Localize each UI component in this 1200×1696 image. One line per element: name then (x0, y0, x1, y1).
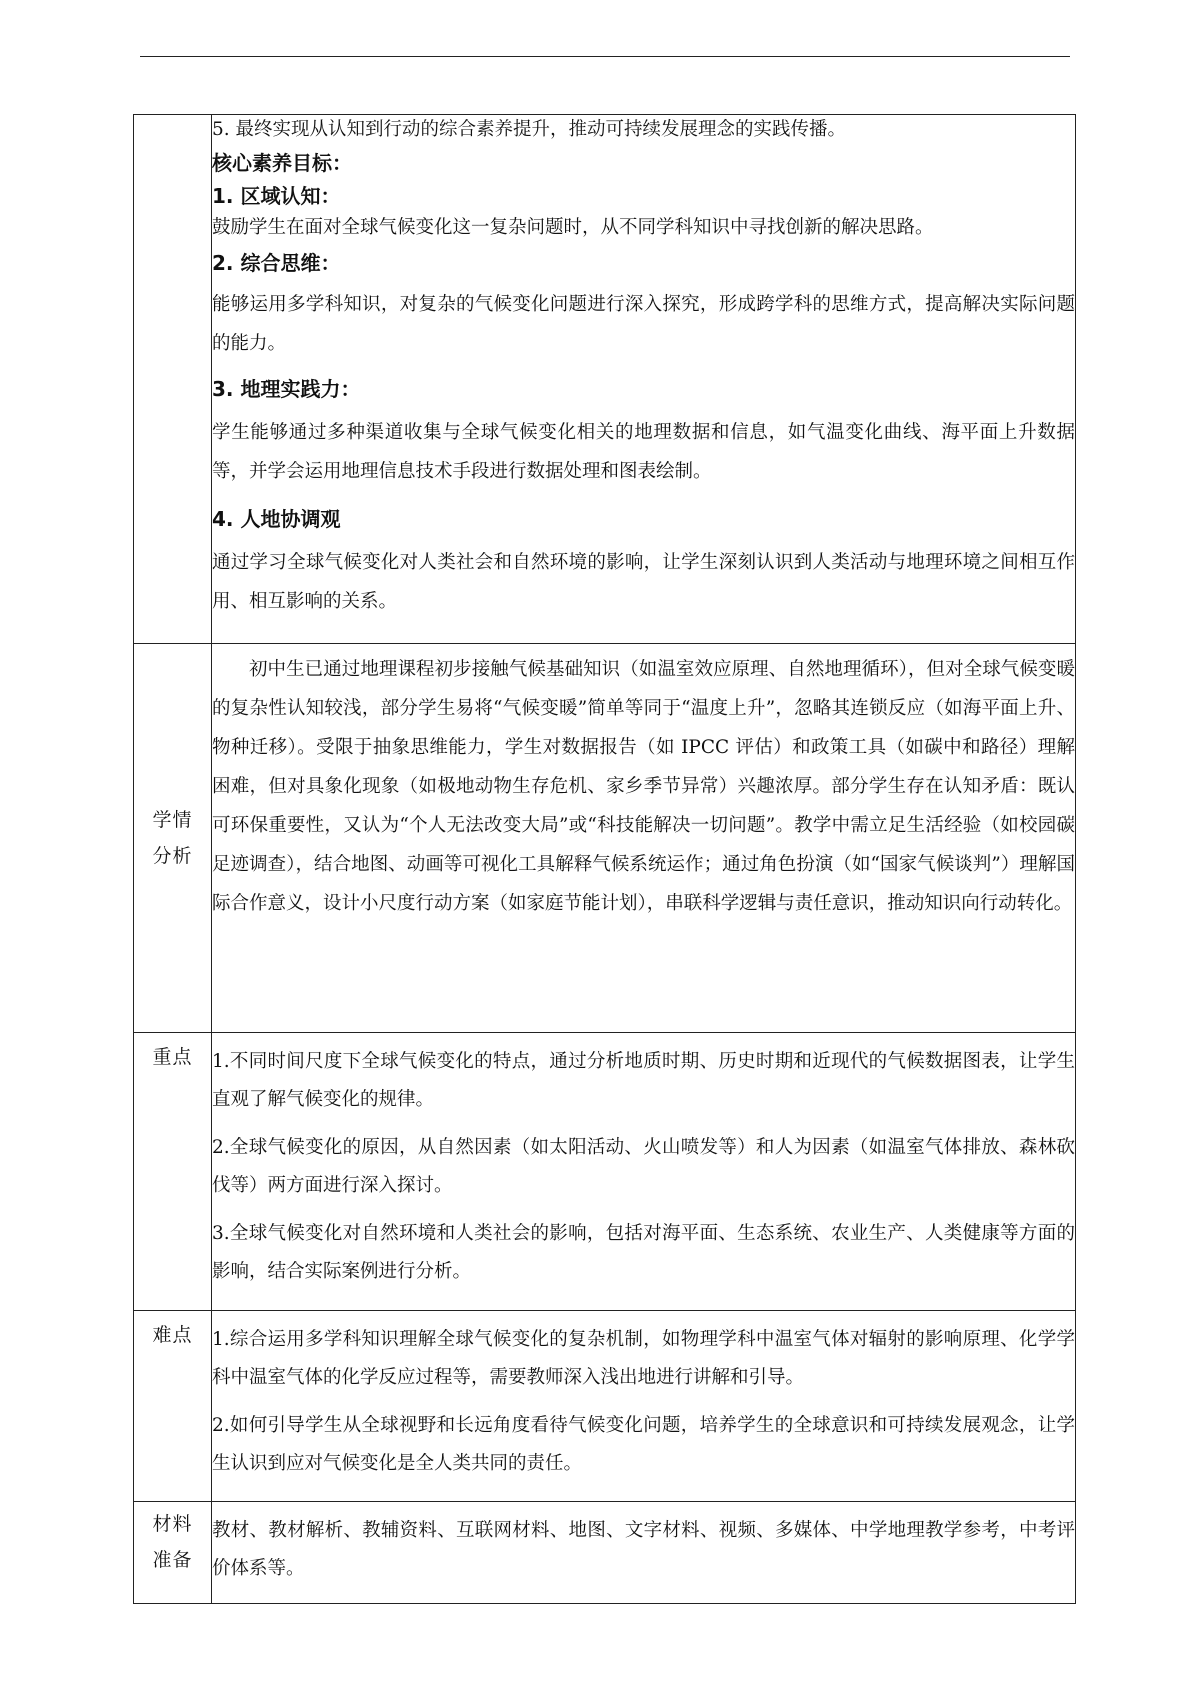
key-points-label: 重点 (152, 1046, 193, 1068)
analysis-content-cell (212, 644, 1076, 1033)
materials-label-line2: 准备 (152, 1549, 193, 1571)
analysis-row (134, 644, 1076, 1033)
goal-heading-geo-practice: 3. 地理实践力： (212, 377, 361, 401)
goals-label-cell (134, 115, 212, 644)
goal-line-5: 5. 最终实现从认知到行动的综合素养提升，推动可持续发展理念的实践传播。 (212, 119, 847, 140)
analysis-text: 初中生已通过地理课程初步接触气候基础知识（如温室效应原理、自然地理循环），但对全球气候变暖的复杂性认知较浅，部分学生易将“气候变暖”简单等同于“温度上升”，忽略其连锁反应（如海平面上升、物种迁移）。受限于抽象思维能力，学生对数据报告（如 IPCC 评估）和政策工具（如碳中和路径）理解困难，但对具象化现象（如极地动物生存危机、家乡季节异常）兴趣浓厚。部分学生存在认知矛盾：既认可环保重要性，又认为“个人无法改变大局”或“科技能解决一切问题”。教学中需立足生活经验（如校园碳足迹调查），结合地图、动画等可视化工具解释气候系统运作；通过角色扮演（如“国家气候谈判”）理解国际合作意义，设计小尺度行动方案（如家庭节能计划），串联科学逻辑与责任意识，推动知识向行动转化。 (212, 659, 1075, 914)
difficulties-content-cell (212, 1311, 1076, 1502)
goal-heading-human-earth: 4. 人地协调观 (212, 507, 341, 531)
difficulties-label-cell (134, 1311, 212, 1502)
materials-row (134, 1502, 1076, 1604)
goals-content-cell (212, 115, 1076, 644)
difficulties-row (134, 1311, 1076, 1502)
lesson-plan-table (133, 114, 1076, 1604)
goal-heading-integrated-thinking: 2. 综合思维： (212, 251, 341, 275)
key-point-3: 3.全球气候变化对自然环境和人类社会的影响，包括对海平面、生态系统、农业生产、人类健康等方面的影响，结合实际案例进行分析。 (212, 1223, 1075, 1282)
header-rule (140, 56, 1070, 57)
key-points-label-cell (134, 1033, 212, 1311)
key-point-1: 1.不同时间尺度下全球气候变化的特点，通过分析地质时期、历史时期和近现代的气候数据图表，让学生直观了解气候变化的规律。 (212, 1051, 1075, 1110)
materials-label-cell (134, 1502, 212, 1604)
difficulty-1: 1.综合运用多学科知识理解全球气候变化的复杂机制，如物理学科中温室气体对辐射的影响原理、化学学科中温室气体的化学反应过程等，需要教师深入浅出地进行讲解和引导。 (212, 1329, 1075, 1388)
goals-row (134, 115, 1076, 644)
materials-text: 教材、教材解析、教辅资料、互联网材料、地图、文字材料、视频、多媒体、中学地理教学参考，中考评价体系等。 (212, 1520, 1075, 1579)
goal-text-human-earth: 通过学习全球气候变化对人类社会和自然环境的影响，让学生深刻认识到人类活动与地理环境之间相互作用、相互影响的关系。 (212, 552, 1075, 612)
goal-text-integrated-thinking: 能够运用多学科知识，对复杂的气候变化问题进行深入探究，形成跨学科的思维方式，提高解决实际问题的能力。 (212, 294, 1075, 354)
materials-content-cell (212, 1502, 1076, 1604)
key-points-content-cell (212, 1033, 1076, 1311)
key-point-2: 2.全球气候变化的原因，从自然因素（如太阳活动、火山喷发等）和人为因素（如温室气体排放、森林砍伐等）两方面进行深入探讨。 (212, 1137, 1075, 1196)
goal-heading-regional-cognition: 1. 区域认知： (212, 184, 341, 208)
difficulties-label: 难点 (152, 1324, 193, 1346)
difficulty-2: 2.如何引导学生从全球视野和长远角度看待气候变化问题，培养学生的全球意识和可持续发展观念，让学生认识到应对气候变化是全人类共同的责任。 (212, 1415, 1075, 1474)
materials-label-line1: 材料 (152, 1513, 193, 1535)
goal-text-regional-cognition: 鼓励学生在面对全球气候变化这一复杂问题时，从不同学科知识中寻找创新的解决思路。 (212, 217, 934, 238)
analysis-label-line2: 分析 (152, 845, 193, 867)
core-literacy-heading: 核心素养目标： (212, 151, 352, 175)
analysis-label-line1: 学情 (152, 809, 193, 831)
key-points-row (134, 1033, 1076, 1311)
goal-text-geo-practice: 学生能够通过多种渠道收集与全球气候变化相关的地理数据和信息，如气温变化曲线、海平面上升数据等，并学会运用地理信息技术手段进行数据处理和图表绘制。 (212, 422, 1075, 482)
analysis-label-cell (134, 644, 212, 1033)
